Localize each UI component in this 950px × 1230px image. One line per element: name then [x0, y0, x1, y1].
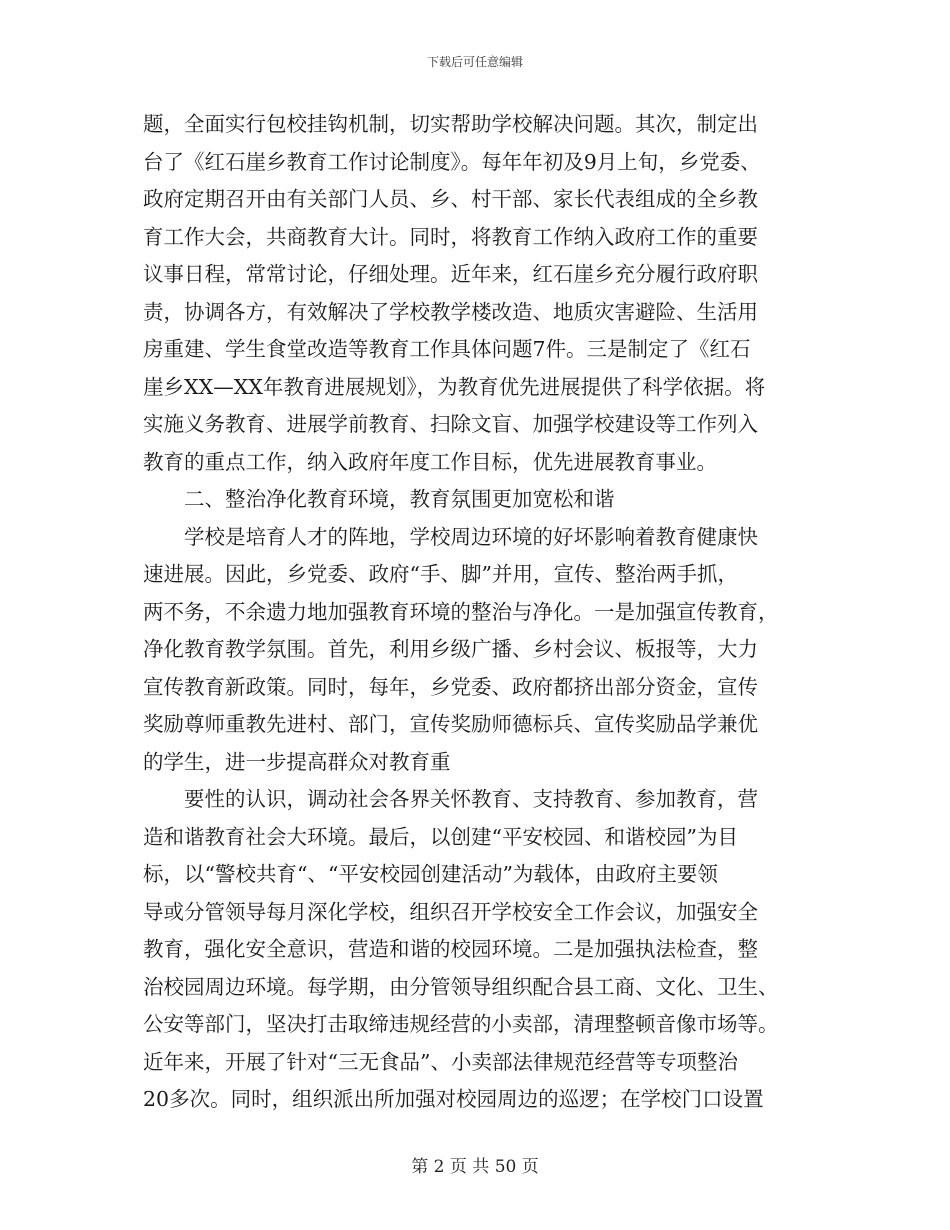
- text-line: 学校是培育人才的阵地，学校周边环境的好坏影响着教育健康快: [143, 524, 758, 549]
- text-line: 要性的认识，调动社会各界关怀教育、支持教育、参加教育，营: [143, 787, 758, 811]
- text-line: 育工作大会，共商教育大计。同时，将教育工作纳入政府工作的重要: [143, 224, 758, 249]
- text-line: 公安等部门，坚决打击取缔违规经营的小卖部，清理整顿音像市场等。: [143, 1012, 779, 1036]
- text-line: 教育，强化安全意识，营造和谐的校园环境。二是加强执法检查，整: [143, 937, 758, 961]
- text-line: 标，以“警校共育“、“平安校园创建活动”为载体，由政府主要领: [143, 862, 718, 886]
- page-number-footer: 第 2 页 共 50 页: [411, 1157, 539, 1177]
- text-line: 房重建、学生食堂改造等教育工作具体问题7件。三是制定了《红石: [143, 337, 751, 361]
- text-line: 宣传教育新政策。同时，每年，乡党委、政府都挤出部分资金，宣传: [143, 674, 758, 699]
- text-line: 治校园周边环境。每学期，由分管领导组织配合县工商、文化、卫生、: [143, 974, 779, 999]
- text-line: 导或分管领导每月深化学校，组织召开学校安全工作会议，加强安全: [143, 899, 758, 924]
- text-line: 台了《红石崖乡教育工作讨论制度》。每年年初及9月上旬，乡党委、: [143, 149, 761, 174]
- text-line: 政府定期召开由有关部门人员、乡、村干部、家长代表组成的全乡教: [143, 187, 758, 211]
- text-line: 净化教育教学氛围。首先，利用乡级广播、乡村会议、板报等，大力: [143, 637, 758, 661]
- text-line: 题，全面实行包校挂钩机制，切实帮助学校解决问题。其次，制定出: [143, 112, 758, 136]
- text-line: 崖乡XX—XX年教育进展规划》，为教育优先进展提供了科学依据。将: [143, 374, 766, 399]
- text-line: 20多次。同时，组织派出所加强对校园周边的巡逻；在学校门口设置: [143, 1087, 764, 1111]
- text-line: 近年来，开展了针对“三无食品”、小卖部法律规范经营等专项整治: [143, 1049, 738, 1074]
- text-line: 两不务，不余遗力地加强教育环境的整治与净化。一是加强宣传教育，: [143, 599, 779, 624]
- text-line: 责，协调各方，有效解决了学校教学楼改造、地质灾害避险、生活用: [143, 299, 758, 324]
- text-line: 的学生，进一步提高群众对教育重: [143, 749, 451, 774]
- text-line: 实施义务教育、进展学前教育、扫除文盲、加强学校建设等工作列入: [143, 412, 758, 436]
- text-line: 速进展。因此，乡党委、政府“手、脚”并用，宣传、整治两手抓，: [143, 562, 738, 586]
- page-header-note: 下载后可任意编辑: [426, 55, 523, 69]
- text-line: 教育的重点工作，纳入政府年度工作目标，优先进展教育事业。: [143, 449, 717, 474]
- text-line: 奖励尊师重教先进村、部门，宣传奖励师德标兵、宣传奖励品学兼优: [143, 712, 758, 736]
- document-body: [143, 106, 799, 1119]
- text-line: 议事日程，常常讨论，仔细处理。近年来，红石崖乡充分履行政府职: [143, 262, 758, 286]
- text-line: 造和谐教育社会大环境。最后，以创建“平安校园、和谐校园”为目: [143, 824, 738, 849]
- section-heading: 二、整治净化教育环境，教育氛围更加宽松和谐: [143, 487, 615, 511]
